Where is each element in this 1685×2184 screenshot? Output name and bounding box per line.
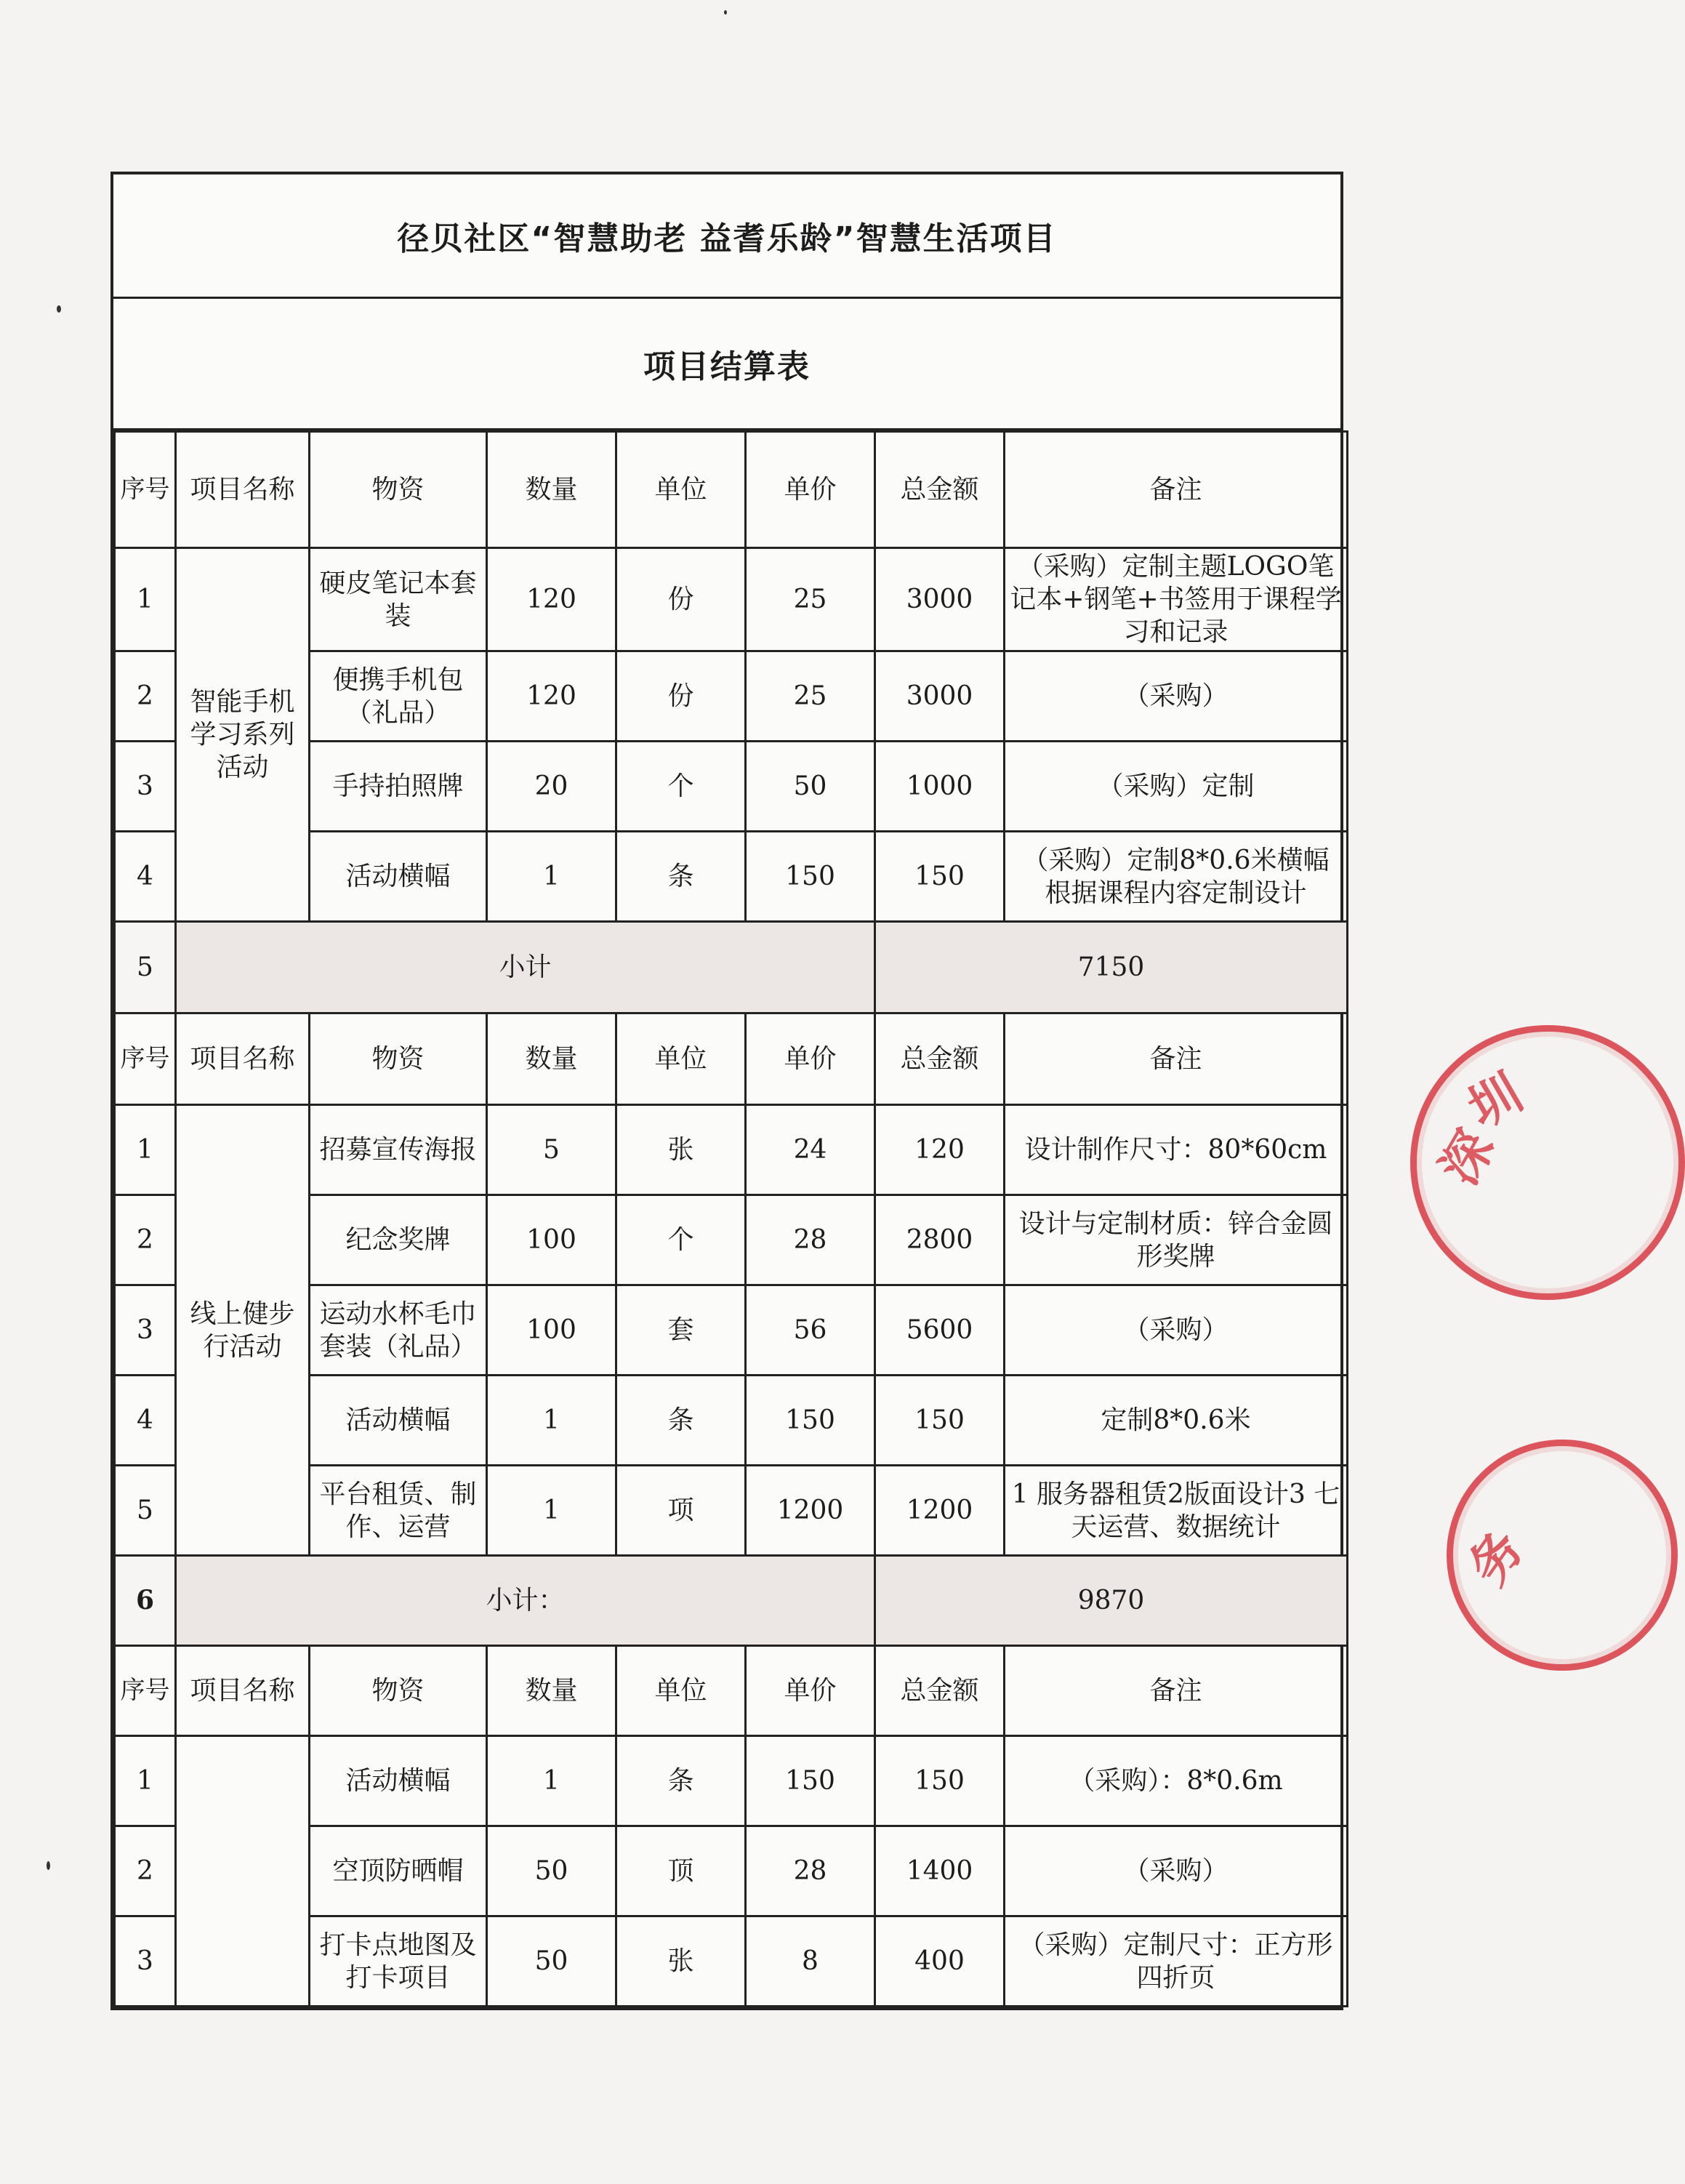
- cell-qty: 100: [487, 1195, 616, 1285]
- subtotal-label: 小计: [176, 922, 875, 1013]
- cell-total: 120: [875, 1105, 1005, 1195]
- subtotal-seq: 6: [115, 1556, 176, 1646]
- header-project-name: 项目名称: [176, 432, 310, 548]
- header-total: 总金额: [875, 1013, 1005, 1105]
- cell-item: 活动横幅: [310, 832, 487, 922]
- cell-qty: 120: [487, 651, 616, 742]
- header-seq: 序号: [115, 432, 176, 548]
- header-project-name: 项目名称: [176, 1646, 310, 1736]
- cell-note: （采购）: [1005, 651, 1348, 742]
- header-total: 总金额: [875, 432, 1005, 548]
- cell-note: 定制8*0.6米: [1005, 1376, 1348, 1466]
- cell-item: 硬皮笔记本套装: [310, 548, 487, 651]
- header-unit: 单位: [616, 1646, 746, 1736]
- cell-unit: 张: [616, 1105, 746, 1195]
- cell-qty: 1: [487, 1466, 616, 1556]
- header-row: [115, 432, 1348, 548]
- header-qty: 数量: [487, 432, 616, 548]
- cell-item: 打卡点地图及打卡项目: [310, 1916, 487, 2007]
- cell-total: 400: [875, 1916, 1005, 2007]
- cell-unit: 份: [616, 651, 746, 742]
- cell-project-name: 线上健步行活动: [176, 1105, 310, 1556]
- header-price: 单价: [746, 432, 875, 548]
- cell-price: 50: [746, 742, 875, 832]
- subtotal-label: 小计：: [176, 1556, 875, 1646]
- cell-qty: 1: [487, 1376, 616, 1466]
- scan-speck: [47, 1861, 50, 1870]
- cell-project-name: 智能手机学习系列活动: [176, 548, 310, 922]
- cell-qty: 50: [487, 1916, 616, 2007]
- cell-unit: 条: [616, 832, 746, 922]
- cell-seq: 3: [115, 1916, 176, 2007]
- cell-unit: 张: [616, 1916, 746, 2007]
- cell-qty: 50: [487, 1826, 616, 1916]
- cell-qty: 120: [487, 548, 616, 651]
- cell-qty: 20: [487, 742, 616, 832]
- cell-price: 25: [746, 548, 875, 651]
- cell-price: 150: [746, 832, 875, 922]
- cell-note: 设计制作尺寸：80*60cm: [1005, 1105, 1348, 1195]
- document-title: 径贝社区“智慧助老 益耆乐龄”智慧生活项目: [113, 174, 1340, 299]
- cell-unit: 顶: [616, 1826, 746, 1916]
- cell-total: 2800: [875, 1195, 1005, 1285]
- subtotal-row: [115, 1556, 1348, 1646]
- cell-qty: 5: [487, 1105, 616, 1195]
- subtotal-row: [115, 922, 1348, 1013]
- cell-total: 1000: [875, 742, 1005, 832]
- cell-total: 150: [875, 832, 1005, 922]
- cell-qty: 1: [487, 1736, 616, 1826]
- header-qty: 数量: [487, 1646, 616, 1736]
- cell-note: （采购）定制尺寸：正方形四折页: [1005, 1916, 1348, 2007]
- cell-total: 1400: [875, 1826, 1005, 1916]
- header-seq: 序号: [115, 1013, 176, 1105]
- cell-total: 1200: [875, 1466, 1005, 1556]
- header-item: 物资: [310, 1646, 487, 1736]
- cell-seq: 3: [115, 1285, 176, 1376]
- table-row: [115, 1736, 1348, 1826]
- cell-price: 1200: [746, 1466, 875, 1556]
- cell-price: 28: [746, 1195, 875, 1285]
- cell-unit: 套: [616, 1285, 746, 1376]
- official-seal-stamp: 务: [1447, 1440, 1678, 1671]
- cell-unit: 个: [616, 1195, 746, 1285]
- cell-unit: 份: [616, 548, 746, 651]
- cell-seq: 3: [115, 742, 176, 832]
- cell-note: （采购）：8*0.6m: [1005, 1736, 1348, 1826]
- cell-seq: 5: [115, 1466, 176, 1556]
- cell-price: 150: [746, 1736, 875, 1826]
- cell-seq: 2: [115, 651, 176, 742]
- document-subtitle: 项目结算表: [113, 299, 1340, 430]
- header-price: 单价: [746, 1646, 875, 1736]
- header-row: [115, 1646, 1348, 1736]
- cell-seq: 1: [115, 548, 176, 651]
- cell-price: 25: [746, 651, 875, 742]
- cell-seq: 2: [115, 1826, 176, 1916]
- cell-seq: 1: [115, 1736, 176, 1826]
- header-unit: 单位: [616, 432, 746, 548]
- header-item: 物资: [310, 1013, 487, 1105]
- official-seal-stamp: 深 圳: [1410, 1025, 1685, 1300]
- cell-unit: 条: [616, 1736, 746, 1826]
- scan-speck: [724, 10, 727, 15]
- subtotal-seq: 5: [115, 922, 176, 1013]
- cell-price: 150: [746, 1376, 875, 1466]
- table-row: [115, 548, 1348, 651]
- cell-price: 56: [746, 1285, 875, 1376]
- cell-seq: 4: [115, 1376, 176, 1466]
- cell-total: 3000: [875, 651, 1005, 742]
- cell-note: （采购）: [1005, 1285, 1348, 1376]
- table-row: [115, 1105, 1348, 1195]
- cell-seq: 1: [115, 1105, 176, 1195]
- cell-note: （采购）定制: [1005, 742, 1348, 832]
- cell-note: （采购）定制8*0.6米横幅根据课程内容定制设计: [1005, 832, 1348, 922]
- cell-item: 活动横幅: [310, 1736, 487, 1826]
- cell-seq: 2: [115, 1195, 176, 1285]
- header-price: 单价: [746, 1013, 875, 1105]
- cell-qty: 100: [487, 1285, 616, 1376]
- cell-note: （采购）: [1005, 1826, 1348, 1916]
- settlement-table: [113, 430, 1348, 2007]
- settlement-document: [110, 172, 1343, 2010]
- cell-price: 24: [746, 1105, 875, 1195]
- cell-item: 运动水杯毛巾套装（礼品）: [310, 1285, 487, 1376]
- cell-seq: 4: [115, 832, 176, 922]
- cell-project-name: [176, 1736, 310, 2007]
- header-seq: 序号: [115, 1646, 176, 1736]
- cell-item: 活动横幅: [310, 1376, 487, 1466]
- cell-price: 28: [746, 1826, 875, 1916]
- cell-total: 150: [875, 1736, 1005, 1826]
- header-total: 总金额: [875, 1646, 1005, 1736]
- cell-item: 纪念奖牌: [310, 1195, 487, 1285]
- subtotal-amount: 7150: [875, 922, 1348, 1013]
- cell-unit: 个: [616, 742, 746, 832]
- cell-unit: 项: [616, 1466, 746, 1556]
- cell-unit: 条: [616, 1376, 746, 1466]
- cell-item: 平台租赁、制作、运营: [310, 1466, 487, 1556]
- cell-qty: 1: [487, 832, 616, 922]
- header-note: 备注: [1005, 432, 1348, 548]
- header-note: 备注: [1005, 1646, 1348, 1736]
- scan-speck: [57, 305, 61, 313]
- cell-item: 手持拍照牌: [310, 742, 487, 832]
- cell-note: 1 服务器租赁2版面设计3 七天运营、数据统计: [1005, 1466, 1348, 1556]
- cell-item: 招募宣传海报: [310, 1105, 487, 1195]
- header-item: 物资: [310, 432, 487, 548]
- subtotal-amount: 9870: [875, 1556, 1348, 1646]
- cell-item: 空顶防晒帽: [310, 1826, 487, 1916]
- cell-total: 5600: [875, 1285, 1005, 1376]
- cell-price: 8: [746, 1916, 875, 2007]
- header-qty: 数量: [487, 1013, 616, 1105]
- header-project-name: 项目名称: [176, 1013, 310, 1105]
- cell-note: 设计与定制材质：锌合金圆形奖牌: [1005, 1195, 1348, 1285]
- header-unit: 单位: [616, 1013, 746, 1105]
- cell-item: 便携手机包（礼品）: [310, 651, 487, 742]
- header-row: [115, 1013, 1348, 1105]
- header-note: 备注: [1005, 1013, 1348, 1105]
- cell-total: 150: [875, 1376, 1005, 1466]
- cell-note: （采购）定制主题LOGO笔记本+钢笔+书签用于课程学习和记录: [1005, 548, 1348, 651]
- cell-total: 3000: [875, 548, 1005, 651]
